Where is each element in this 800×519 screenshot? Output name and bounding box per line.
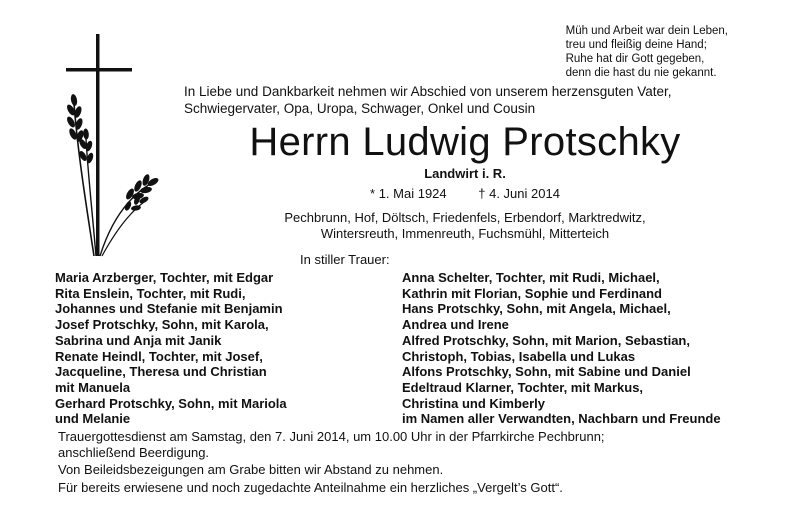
cross-with-wheat-icon xyxy=(58,34,168,264)
thanks-line: Für bereits erwiesene und noch zugedachte Anteilnahme ein herzliches „Vergelt’s Gott“. xyxy=(58,479,563,495)
mourner-line: Maria Arzberger, Tochter, mit Edgar xyxy=(55,270,274,285)
mourning-label: In stiller Trauer: xyxy=(300,252,390,267)
death-date: † 4. Juni 2014 xyxy=(478,186,560,201)
mourner-line: Gerhard Protschky, Sohn, mit Mariola xyxy=(55,395,287,411)
intro-text xyxy=(184,83,672,117)
mourner-line: Kathrin mit Florian, Sophie und Ferdinand xyxy=(402,285,662,301)
funeral-service-line: Trauergottesdienst am Samstag, den 7. Juni 2014, um 10.00 Uhr in der Pfarrkirche Pechbrunn; xyxy=(58,429,605,444)
mourner-line: und Melanie xyxy=(55,411,131,427)
mourner-line: Edeltraud Klarner, Tochter, mit Markus, xyxy=(402,379,644,395)
mourner-line: Rita Enslein, Tochter, mit Rudi, xyxy=(55,285,246,301)
memorial-poem xyxy=(566,24,728,80)
mourner-line: Christina und Kimberly xyxy=(402,395,546,411)
life-dates xyxy=(200,186,730,201)
mourner-line: Sabrina und Anja mit Janik xyxy=(55,332,222,348)
mourner-line: Jacqueline, Theresa und Christian xyxy=(55,364,267,380)
mourners-left-column xyxy=(55,270,287,427)
mourner-line: mit Manuela xyxy=(55,379,131,395)
mourner-line: Josef Protschky, Sohn, mit Karola, xyxy=(55,317,269,333)
mourner-line: im Namen aller Verwandten, Nachbarn und Freunde xyxy=(402,411,721,427)
deceased-name: Herrn Ludwig Protschky xyxy=(249,120,681,164)
poem-line: Ruhe hat dir Gott gegeben, xyxy=(565,53,705,65)
mourner-line: Renate Heindl, Tochter, mit Josef, xyxy=(55,348,263,364)
places-line: Wintersreuth, Immenreuth, Fuchsmühl, Mitterteich xyxy=(320,226,610,241)
poem-line: denn die hast du nie gekannt. xyxy=(565,67,717,79)
mourners-right-column xyxy=(402,270,721,427)
mourner-line: Andrea und Irene xyxy=(402,317,509,333)
burial-line: anschließend Beerdigung. xyxy=(58,444,210,460)
mourner-line: Anna Schelter, Tochter, mit Rudi, Michael, xyxy=(402,270,660,285)
mourner-line: Alfred Protschky, Sohn, mit Marion, Sebastian, xyxy=(402,332,690,348)
condolence-request-line: Von Beileidsbezeigungen am Grabe bitten wir Abstand zu nehmen. xyxy=(58,462,444,477)
poem-line: treu und fleißig deine Hand; xyxy=(565,39,707,51)
service-information xyxy=(58,429,605,495)
mourner-line: Christoph, Tobias, Isabella und Lukas xyxy=(402,348,636,364)
intro-line: In Liebe und Dankbarkeit nehmen wir Abschied von unserem herzensguten Vater, xyxy=(184,84,672,99)
mourner-line: Hans Protschky, Sohn, mit Angela, Michael, xyxy=(402,301,671,317)
birth-date: * 1. Mai 1924 xyxy=(370,186,447,201)
poem-line: Müh und Arbeit war dein Leben, xyxy=(565,25,728,37)
mourner-line: Johannes und Stefanie mit Benjamin xyxy=(55,301,283,317)
places-line: Pechbrunn, Hof, Döltsch, Friedenfels, Erbendorf, Marktredwitz, xyxy=(284,210,646,225)
places-list xyxy=(200,210,730,242)
deceased-occupation: Landwirt i. R. xyxy=(424,166,506,181)
intro-line: Schwiegervater, Opa, Uropa, Schwager, Onkel und Cousin xyxy=(184,101,536,116)
mourner-line: Alfons Protschky, Sohn, mit Sabine und Daniel xyxy=(402,364,691,380)
